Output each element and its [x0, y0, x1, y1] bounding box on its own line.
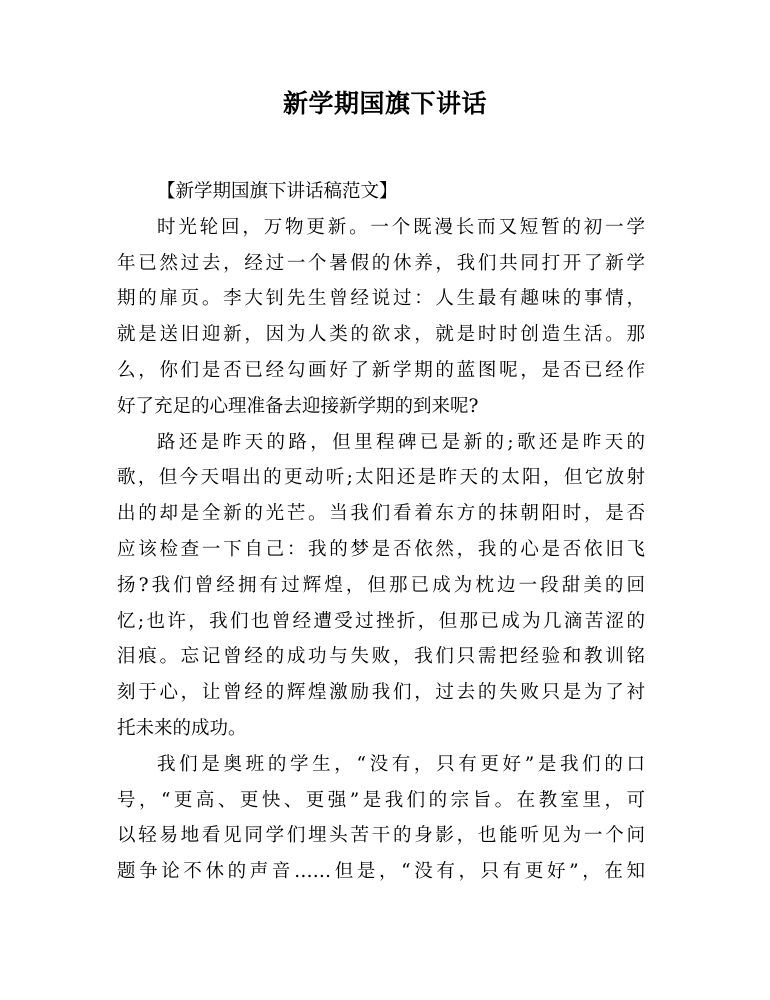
paragraph-line: 么，你们是否已经勾画好了新学期的蓝图呢，是否已经作: [117, 359, 645, 381]
paragraph-line: 扬?我们曾经拥有过辉煌，但那已成为枕边一段甜美的回: [117, 574, 645, 596]
paragraph-line: 就是送旧迎新，因为人类的欲求，就是时时创造生活。那: [117, 324, 645, 346]
paragraph-line: 应该检查一下自己：我的梦是否依然，我的心是否依旧飞: [117, 538, 645, 560]
paragraph-line: 托未来的成功。: [117, 717, 247, 739]
paragraph-line: 歌，但今天唱出的更动听;太阳还是昨天的太阳，但它放射: [117, 467, 645, 489]
document-body: [117, 174, 645, 890]
paragraph-line: 忆;也许，我们也曾经遭受过挫折，但那已成为几滴苦涩的: [117, 610, 645, 632]
paragraph-line: 刻于心，让曾经的辉煌激励我们，过去的失败只是为了衬: [117, 682, 645, 704]
paragraph-line: 好了充足的心理准备去迎接新学期的到来呢?: [117, 395, 479, 417]
paragraph-line: 时光轮回，万物更新。一个既漫长而又短暂的初一学: [157, 216, 645, 238]
paragraph-line: 路还是昨天的路，但里程碑已是新的;歌还是昨天的: [157, 431, 645, 453]
paragraph-line: 号，“更高、更快、更强”是我们的宗旨。在教室里，可: [117, 789, 645, 811]
paragraph-line: 泪痕。忘记曾经的成功与失败，我们只需把经验和教训铭: [117, 646, 645, 668]
paragraph-line: 年已然过去，经过一个暑假的休养，我们共同打开了新学: [117, 252, 645, 274]
paragraph-line: 我们是奥班的学生，“没有，只有更好”是我们的口: [157, 753, 645, 775]
paragraph-line: 题争论不休的声音……但是，“没有，只有更好”，在知: [117, 861, 645, 883]
paragraph-line: 期的扉页。李大钊先生曾经说过：人生最有趣味的事情，: [117, 288, 645, 310]
subtitle-line: 【新学期国旗下讲话稿范文】: [157, 181, 398, 202]
document-title: 新学期国旗下讲话: [282, 89, 487, 118]
paragraph-line: 出的却是全新的光芒。当我们看着东方的抹朝阳时，是否: [117, 503, 645, 525]
paragraph-line: 以轻易地看见同学们埋头苦干的身影，也能听见为一个问: [117, 825, 645, 847]
